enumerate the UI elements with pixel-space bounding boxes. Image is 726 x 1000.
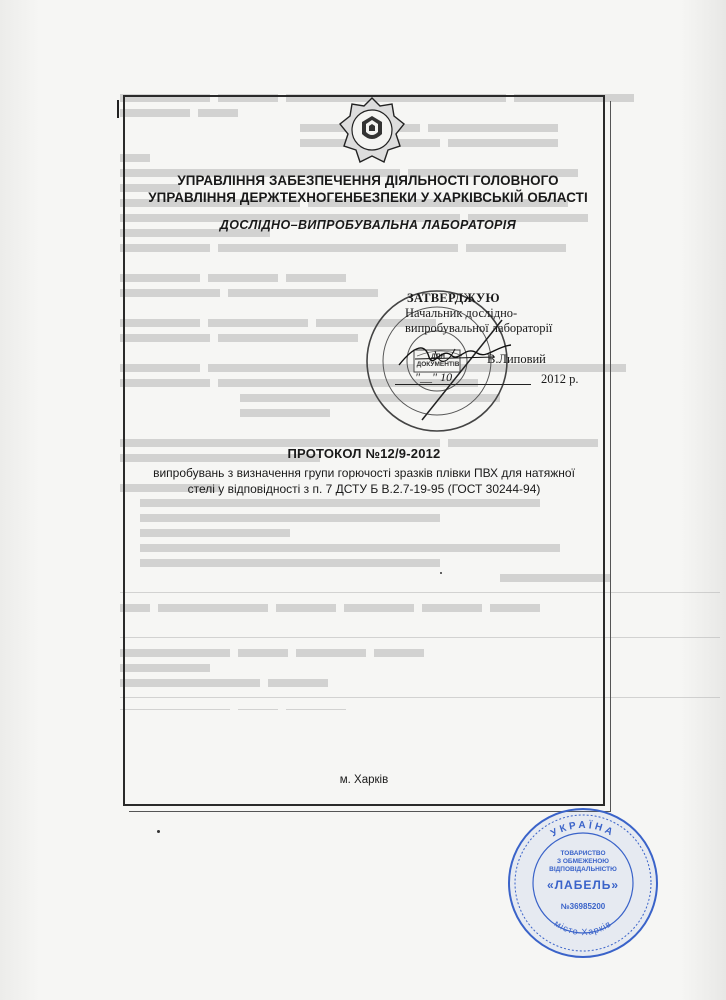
protocol-description-2: стелі у відповідності з п. 7 ДСТУ Б В.2.7-19-95 (ГОСТ 30244-94) [187, 482, 541, 496]
approval-block [395, 291, 595, 388]
protocol-title-block [123, 446, 605, 497]
company-stamp [506, 806, 660, 960]
stamp-code: №36985200 [560, 902, 606, 911]
approval-date: "__" 10 [415, 370, 453, 384]
laboratory-emblem-seal [338, 96, 406, 166]
lab-name: ДОСЛІДНО–ВИПРОБУВАЛЬНА ЛАБОРАТОРІЯ [219, 218, 517, 232]
org-line-1: УПРАВЛІННЯ ЗАБЕЗПЕЧЕННЯ ДІЯЛЬНОСТІ ГОЛОВНОГО [177, 173, 559, 188]
approval-role-line-2: випробувальної лабораторії [405, 321, 553, 335]
city-label: м. Харків [339, 774, 389, 786]
protocol-description-1: випробувань з визначення групи горючості зразків плівки ПВХ для натяжної [153, 466, 575, 480]
organization-header [143, 172, 593, 232]
approval-year: 2012 р. [541, 372, 579, 386]
stamp-org-line-2: З ОБМЕЖЕНОЮ [556, 858, 610, 865]
stamp-city-text: місто Харків [552, 918, 614, 938]
stamp-org-line-3: ВІДПОВІДАЛЬНІСТЮ [549, 866, 617, 873]
stamp-country-text: УКРАЇНА [549, 819, 617, 840]
speck [157, 830, 160, 833]
speck [440, 572, 442, 574]
protocol-number: ПРОТОКОЛ №12/9-2012 [287, 446, 441, 461]
approval-title: ЗАТВЕРДЖУЮ [407, 291, 500, 305]
margin-mark [117, 100, 119, 118]
seal-center-text: ДЛЯ ДОКУМЕНТІВ [416, 353, 460, 368]
approval-role-line-1: Начальник дослідно- [405, 306, 518, 320]
org-line-2: УПРАВЛІННЯ ДЕРЖТЕХНОГЕНБЕЗПЕКИ У ХАРКІВСЬКІЙ ОБЛАСТІ [148, 190, 588, 205]
stamp-org-line-1: ТОВАРИСТВО [560, 850, 606, 857]
signatory-name: В.Липовий [487, 352, 546, 366]
stamp-company-name: «ЛАБЕЛЬ» [546, 878, 620, 892]
